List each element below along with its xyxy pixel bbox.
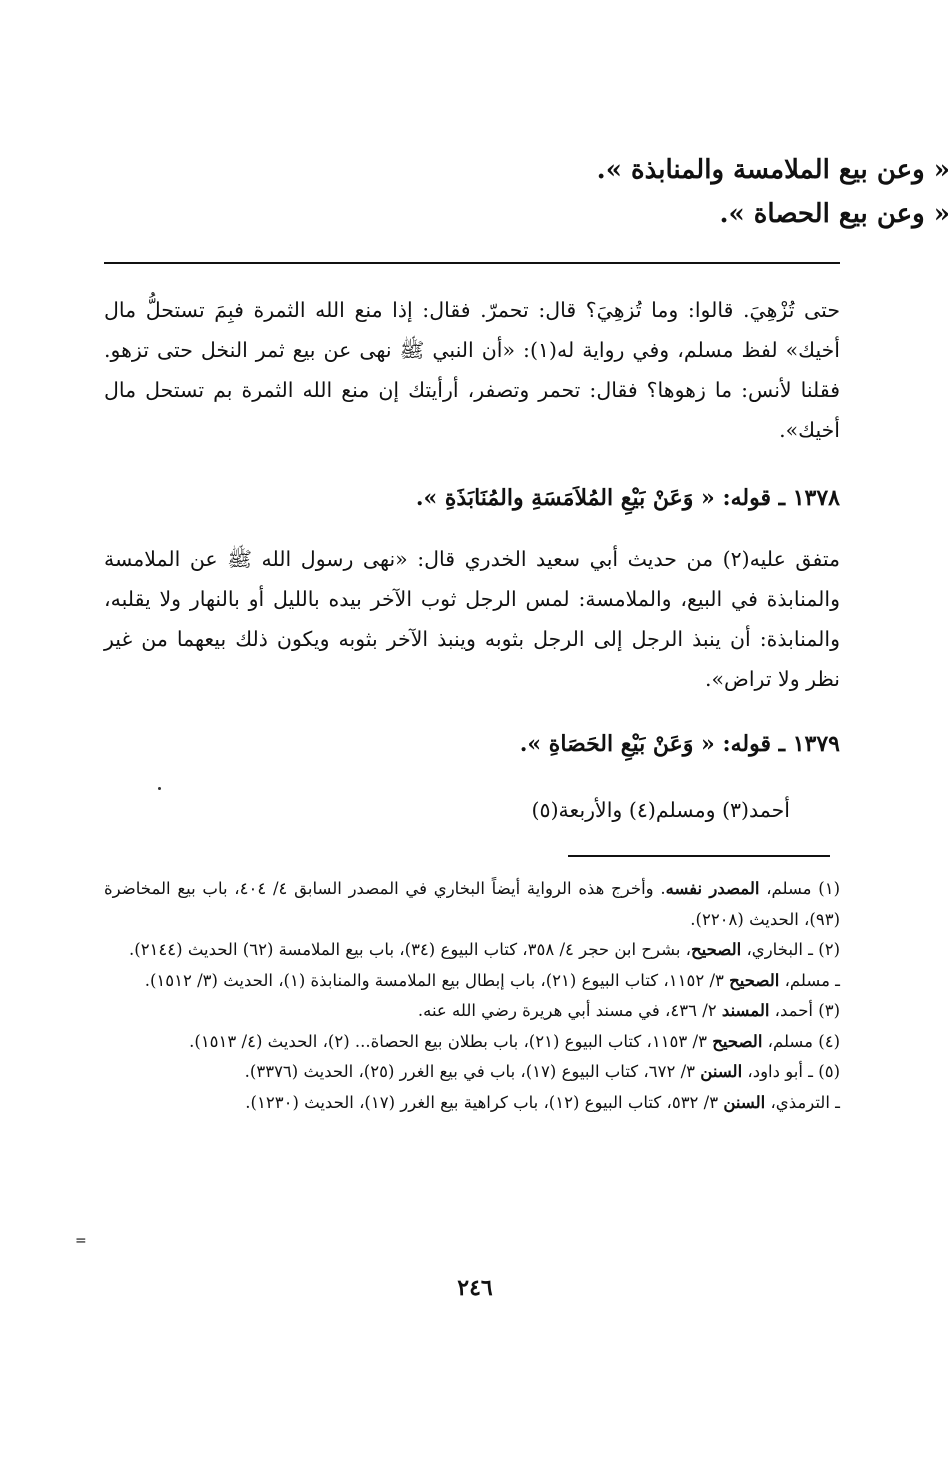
footnote-4: (٤) مسلم، الصحيح ٣/ ١١٥٣، كتاب البيوع (٢١)، باب بطلان بيع الحصاة... (٢)، الحديث (٤/ ١٥١٣).	[189, 1031, 840, 1051]
continuation-paragraph	[104, 290, 840, 450]
hadith-line-1: « وعن بيع الملامسة والمنابذة ».	[596, 155, 950, 185]
footnote-5a: (٥) ـ أبو داود، السنن ٣/ ٦٧٢، كتاب البيوع (١٧)، باب في بيع الغرر (٢٥)، الحديث (٣٣٧٦).	[244, 1062, 840, 1081]
continuation-mark: =	[75, 1233, 87, 1249]
heading-1379: ١٣٧٩ ـ قوله: « وَعَنْ بَيْعِ الحَصَاةِ ».	[519, 731, 840, 757]
commentary-divider	[104, 262, 840, 264]
body-1378	[104, 539, 840, 699]
heading-1378: ١٣٧٨ ـ قوله: « وَعَنْ بَيْعِ المُلاَمَسَةِ والمُنَابَذَةِ ».	[415, 485, 840, 511]
body-1379: أحمد(٣) ومسلم(٤) والأربعة(٥)	[531, 798, 790, 822]
paragraph-text: متفق عليه(٢) من حديث أبي سعيد الخدري قال: «نهى رسول الله ﷺ عن الملامسة والمنابذة في البيع، والملامسة: لمس الرجل ثوب الآخر بيده بالليل أو بالنهار ولا يقلبه، والمنابذة: أن ينبذ الرجل إلى الرجل بثوبه وينبذ الآخر بثوبه ويكون ذلك بيعهما من غير نظر ولا تراض».	[104, 547, 840, 691]
footnote-2b: ـ مسلم، الصحيح ٣/ ١١٥٢، كتاب البيوع (٢١)، باب إبطال بيع الملامسة والمنابذة (١)، الحديث (٣/ ١٥١٢).	[144, 970, 840, 990]
footnote-1: (١) مسلم، المصدر نفسه. وأخرج هذه الرواية أيضاً البخاري في المصدر السابق ٤/ ٤٠٤، باب بيع المخاضرة (٩٣)، الحديث (٢٢٠٨).	[104, 879, 841, 929]
footnote-divider	[568, 855, 830, 857]
page-number: ٢٤٦	[457, 1275, 493, 1301]
hadith-line-2: « وعن بيع الحصاة ».	[719, 199, 950, 229]
footnote-2a: (٢) ـ البخاري، الصحيح، بشرح ابن حجر ٤/ ٣٥٨، كتاب البيوع (٣٤)، باب بيع الملامسة (٦٢) الحديث (٢١٤٤).	[129, 940, 840, 959]
footnotes	[104, 874, 840, 1118]
paragraph-text: حتى تُزْهِيَ. قالوا: وما تُزهِيَ؟ قال: تحمرّ. فقال: إذا منع الله الثمرة فبِمَ تستحلُّ مال أخيك» لفظ مسلم، وفي رواية له(١): «أن النبي ﷺ نهى عن بيع ثمر النخل حتى تزهو. فقلنا لأنس: ما زهوها؟ فقال: تحمر وتصفر، أرأيتك إن منع الله الثمرة بم تستحل مال أخيك».	[104, 298, 840, 442]
footnote-3: (٣) أحمد، المسند ٢/ ٤٣٦، في مسند أبي هريرة رضي الله عنه.	[417, 1001, 840, 1020]
stray-dot	[158, 787, 161, 790]
footnote-5b: ـ الترمذي، السنن ٣/ ٥٣٢، كتاب البيوع (١٢)، باب كراهية بيع الغرر (١٧)، الحديث (١٢٣٠).	[245, 1092, 840, 1112]
